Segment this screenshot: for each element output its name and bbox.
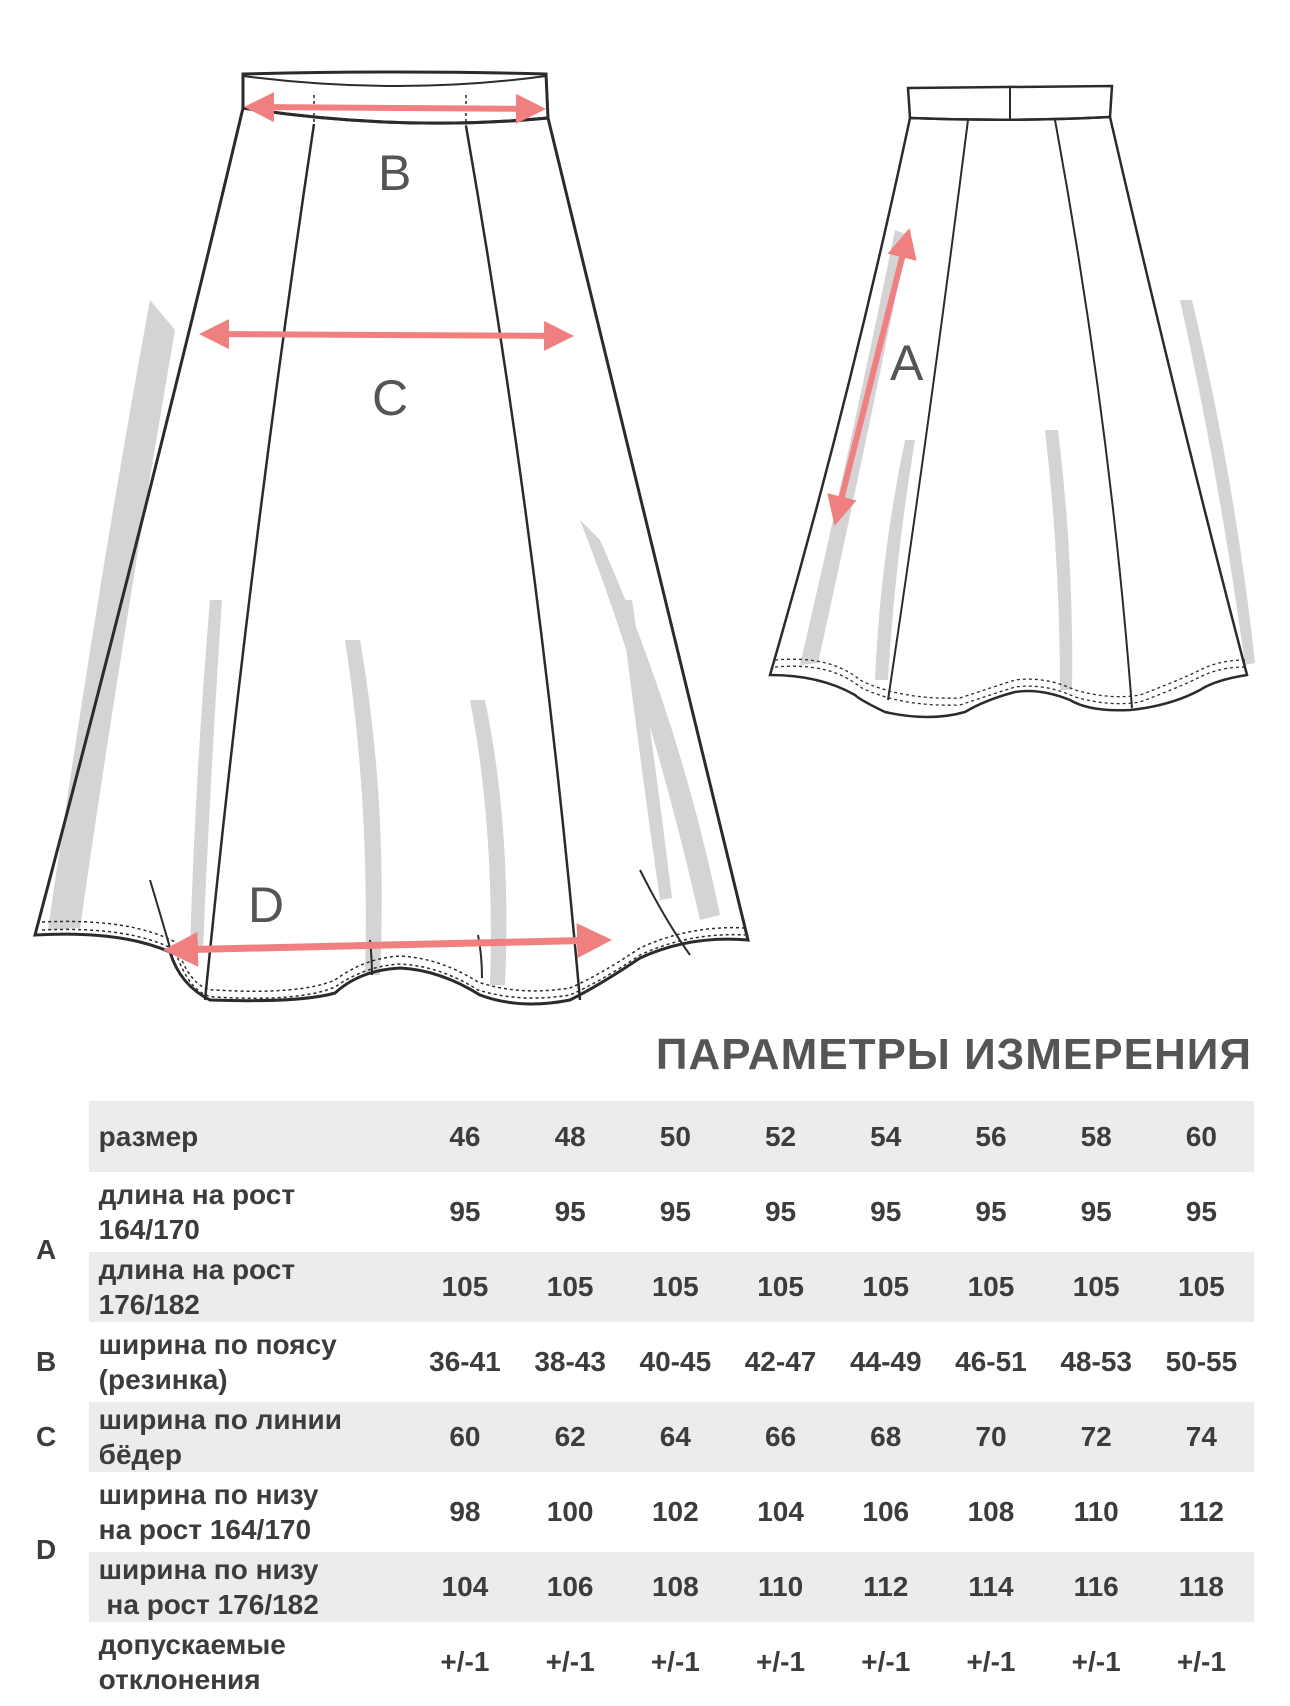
row-label-line: ширина по линии (98, 1404, 342, 1435)
table-cell: +/-1 (412, 1627, 517, 1697)
table-row (30, 1177, 1254, 1247)
table-cell: 110 (728, 1552, 833, 1622)
size-header: 52 (728, 1101, 833, 1172)
table-cell: +/-1 (1149, 1627, 1254, 1697)
table-cell: 40-45 (623, 1327, 728, 1397)
group-label: A (30, 1177, 89, 1322)
label-d: D (248, 877, 285, 933)
row-label (89, 1627, 413, 1697)
arrow-d (170, 940, 605, 950)
table-cell: 105 (728, 1252, 833, 1322)
table-cell: 106 (518, 1552, 623, 1622)
row-label-line: длина на рост (98, 1179, 296, 1210)
table-row (30, 1477, 1254, 1547)
table-cell: 36-41 (412, 1327, 517, 1397)
table-cell: 95 (518, 1177, 623, 1247)
table-cell: 105 (412, 1252, 517, 1322)
row-label-line: 164/170 (98, 1214, 200, 1245)
table-cell: 62 (518, 1402, 623, 1472)
table-cell: 105 (1044, 1252, 1149, 1322)
size-header: 48 (518, 1101, 623, 1172)
table-row (30, 1402, 1254, 1472)
table-cell: 72 (1044, 1402, 1149, 1472)
table-cell: 95 (938, 1177, 1043, 1247)
group-label (30, 1627, 89, 1697)
table-cell: 112 (1149, 1477, 1254, 1547)
table-cell: 48-53 (1044, 1327, 1149, 1397)
table-cell: +/-1 (728, 1627, 833, 1697)
table-cell: 68 (833, 1402, 938, 1472)
table-cell: 105 (1149, 1252, 1254, 1322)
skirt-back-small (770, 86, 1255, 717)
table-header-row (30, 1101, 1254, 1172)
table-cell: 95 (412, 1177, 517, 1247)
row-label (89, 1477, 413, 1547)
row-label-line: (резинка) (98, 1364, 228, 1395)
size-table (30, 1096, 1254, 1702)
table-cell: 95 (728, 1177, 833, 1247)
table-cell: +/-1 (623, 1627, 728, 1697)
group-label: B (30, 1327, 89, 1397)
table-cell: 95 (1149, 1177, 1254, 1247)
size-header: 50 (623, 1101, 728, 1172)
header-label: размер (89, 1101, 413, 1172)
row-label-line: ширина по низу (98, 1554, 319, 1585)
table-row (30, 1327, 1254, 1397)
size-header: 56 (938, 1101, 1043, 1172)
table-cell: 42-47 (728, 1327, 833, 1397)
table-cell: 95 (623, 1177, 728, 1247)
table-cell: 60 (412, 1402, 517, 1472)
table-row (30, 1627, 1254, 1697)
row-label-line: ширина по низу (98, 1479, 319, 1510)
row-label-line: отклонения (98, 1664, 261, 1695)
row-label-line: бёдер (98, 1439, 182, 1470)
size-header: 46 (412, 1101, 517, 1172)
table-cell: 108 (938, 1477, 1043, 1547)
table-cell: 112 (833, 1552, 938, 1622)
row-label (89, 1177, 413, 1247)
row-label (89, 1327, 413, 1397)
table-cell: 105 (833, 1252, 938, 1322)
table-cell: 100 (518, 1477, 623, 1547)
row-label (89, 1402, 413, 1472)
table-cell: 105 (938, 1252, 1043, 1322)
size-header: 58 (1044, 1101, 1149, 1172)
row-label-line: на рост 176/182 (98, 1589, 319, 1620)
table-row (30, 1252, 1254, 1322)
arrow-c (205, 334, 568, 336)
row-label-line: допускаемые (98, 1629, 286, 1660)
table-cell: 104 (728, 1477, 833, 1547)
table-cell: 70 (938, 1402, 1043, 1472)
row-label-line: на рост 164/170 (98, 1514, 312, 1545)
table-row (30, 1552, 1254, 1622)
table-cell: 114 (938, 1552, 1043, 1622)
table-cell: 50-55 (1149, 1327, 1254, 1397)
table-cell: 46-51 (938, 1327, 1043, 1397)
table-cell: +/-1 (833, 1627, 938, 1697)
size-header: 60 (1149, 1101, 1254, 1172)
row-label-line: длина на рост (98, 1254, 296, 1285)
table-cell: 108 (623, 1552, 728, 1622)
group-label: C (30, 1402, 89, 1472)
table-cell: 104 (412, 1552, 517, 1622)
table-cell: 102 (623, 1477, 728, 1547)
row-label-line: ширина по поясу (98, 1329, 337, 1360)
section-title: ПАРАМЕТРЫ ИЗМЕРЕНИЯ (655, 1030, 1252, 1079)
skirt-front-large (35, 72, 748, 1004)
table-cell: 95 (1044, 1177, 1149, 1247)
table-cell: 105 (518, 1252, 623, 1322)
row-label (89, 1252, 413, 1322)
table-cell: 95 (833, 1177, 938, 1247)
table-cell: 74 (1149, 1402, 1254, 1472)
table-cell: 110 (1044, 1477, 1149, 1547)
table-cell: +/-1 (1044, 1627, 1149, 1697)
table-cell: 105 (623, 1252, 728, 1322)
table-cell: 38-43 (518, 1327, 623, 1397)
label-b: B (378, 145, 412, 201)
label-a: A (890, 335, 924, 391)
row-label-line: 176/182 (98, 1289, 200, 1320)
table-cell: 106 (833, 1477, 938, 1547)
table-cell: 64 (623, 1402, 728, 1472)
table-cell: 116 (1044, 1552, 1149, 1622)
arrow-b (250, 107, 540, 109)
table-cell: 98 (412, 1477, 517, 1547)
size-header: 54 (833, 1101, 938, 1172)
table-cell: +/-1 (518, 1627, 623, 1697)
table-cell: 44-49 (833, 1327, 938, 1397)
table-cell: 66 (728, 1402, 833, 1472)
row-label (89, 1552, 413, 1622)
group-label: D (30, 1477, 89, 1622)
table-cell: +/-1 (938, 1627, 1043, 1697)
table-cell: 118 (1149, 1552, 1254, 1622)
label-c: C (372, 370, 409, 426)
group-cell (30, 1101, 89, 1172)
